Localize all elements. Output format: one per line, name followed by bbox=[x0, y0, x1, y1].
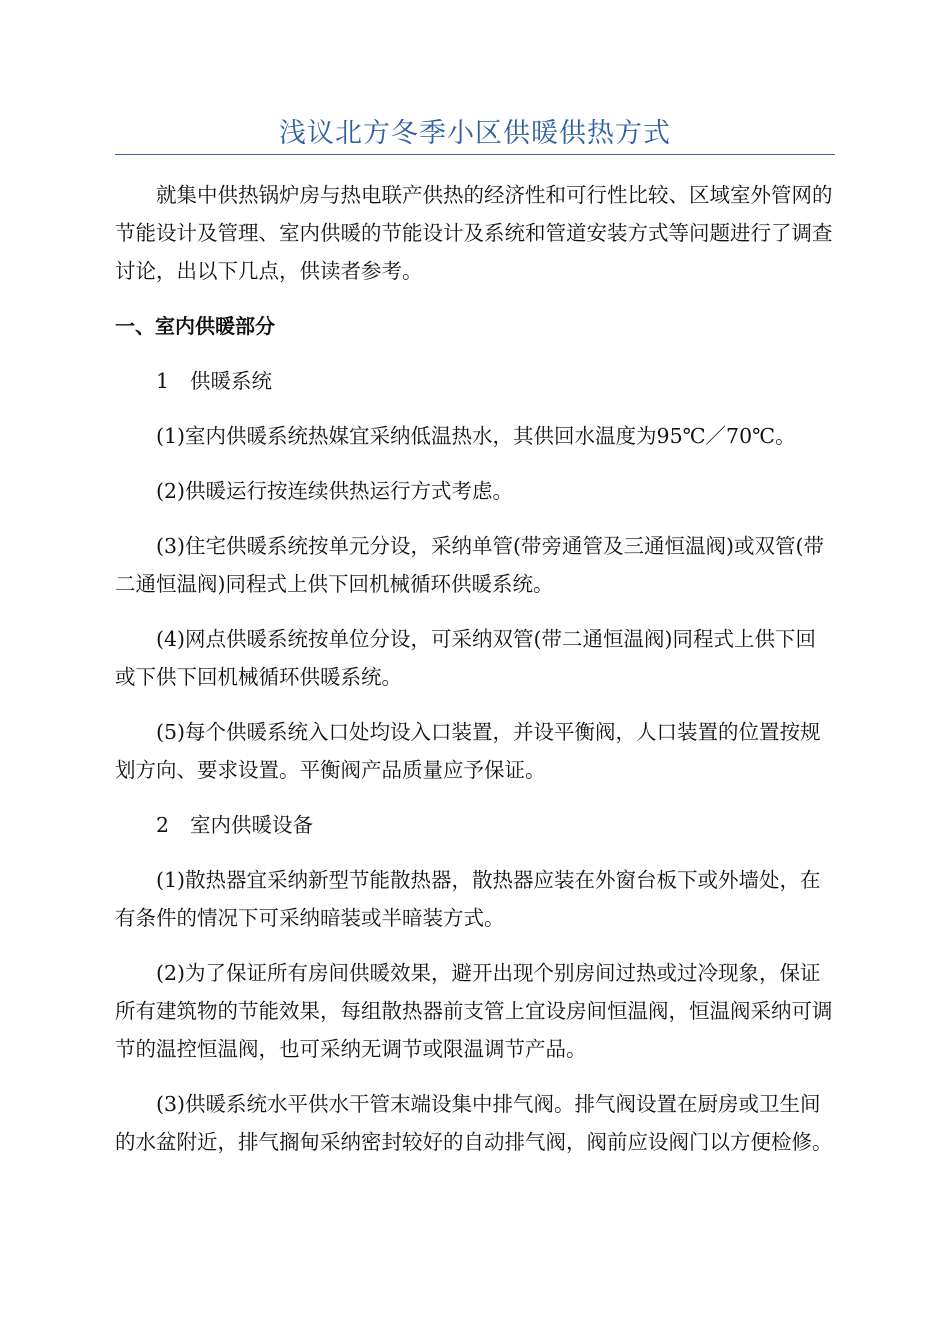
subsection-number: 2 bbox=[156, 813, 170, 837]
intro-paragraph: 就集中供热锅炉房与热电联产供热的经济性和可行性比较、区域室外管网的节能设计及管理、室内供暖的节能设计及系统和管道安装方式等问题进行了调查讨论，出以下几点，供读者参考。 bbox=[115, 183, 833, 283]
subsection-heading bbox=[115, 362, 835, 400]
list-item: (1)散热器宜采纳新型节能散热器，散热器应装在外窗台板下或外墙处，在有条件的情况下可采纳暗装或半暗装方式。 bbox=[115, 868, 821, 930]
list-item: (4)网点供暖系统按单位分设，可采纳双管(带二通恒温阀)同程式上供下回或下供下回机械循环供暖系统。 bbox=[115, 627, 817, 689]
subsection-number: 1 bbox=[156, 369, 170, 393]
list-item: (3)住宅供暖系统按单元分设，采纳单管(带旁通管及三通恒温阀)或双管(带二通恒温阀)同程式上供下回机械循环供暖系统。 bbox=[115, 534, 825, 596]
list-item: (1)室内供暖系统热媒宜采纳低温热水，其供回水温度为95℃／70℃。 bbox=[156, 424, 796, 448]
list-item: (3)供暖系统水平供水干管末端设集中排气阀。排气阀设置在厨房或卫生间的水盆附近，排气搁甸采纳密封较好的自动排气阀，阀前应设阀门以方便检修。 bbox=[115, 1092, 833, 1154]
subsection-title: 室内供暖设备 bbox=[190, 813, 313, 837]
title-underline bbox=[115, 154, 835, 155]
list-item: (2)为了保证所有房间供暖效果，避开出现个别房间过热或过冷现象，保证所有建筑物的节能效果，每组散热器前支管上宜设房间恒温阀，恒温阀采纳可调节的温控恒温阀，也可采纳无调节或限温调节产品。 bbox=[115, 961, 833, 1061]
document-body bbox=[115, 176, 835, 1178]
subsection-heading bbox=[115, 806, 835, 844]
list-item: (2)供暖运行按连续供热运行方式考虑。 bbox=[156, 479, 514, 503]
list-item: (5)每个供暖系统入口处均设入口装置，并设平衡阀，人口装置的位置按规划方向、要求设置。平衡阀产品质量应予保证。 bbox=[115, 720, 821, 782]
document-title: 浅议北方冬季小区供暖供热方式 bbox=[279, 118, 671, 149]
subsection-title: 供暖系统 bbox=[190, 369, 272, 393]
section-heading: 一、室内供暖部分 bbox=[115, 314, 275, 338]
